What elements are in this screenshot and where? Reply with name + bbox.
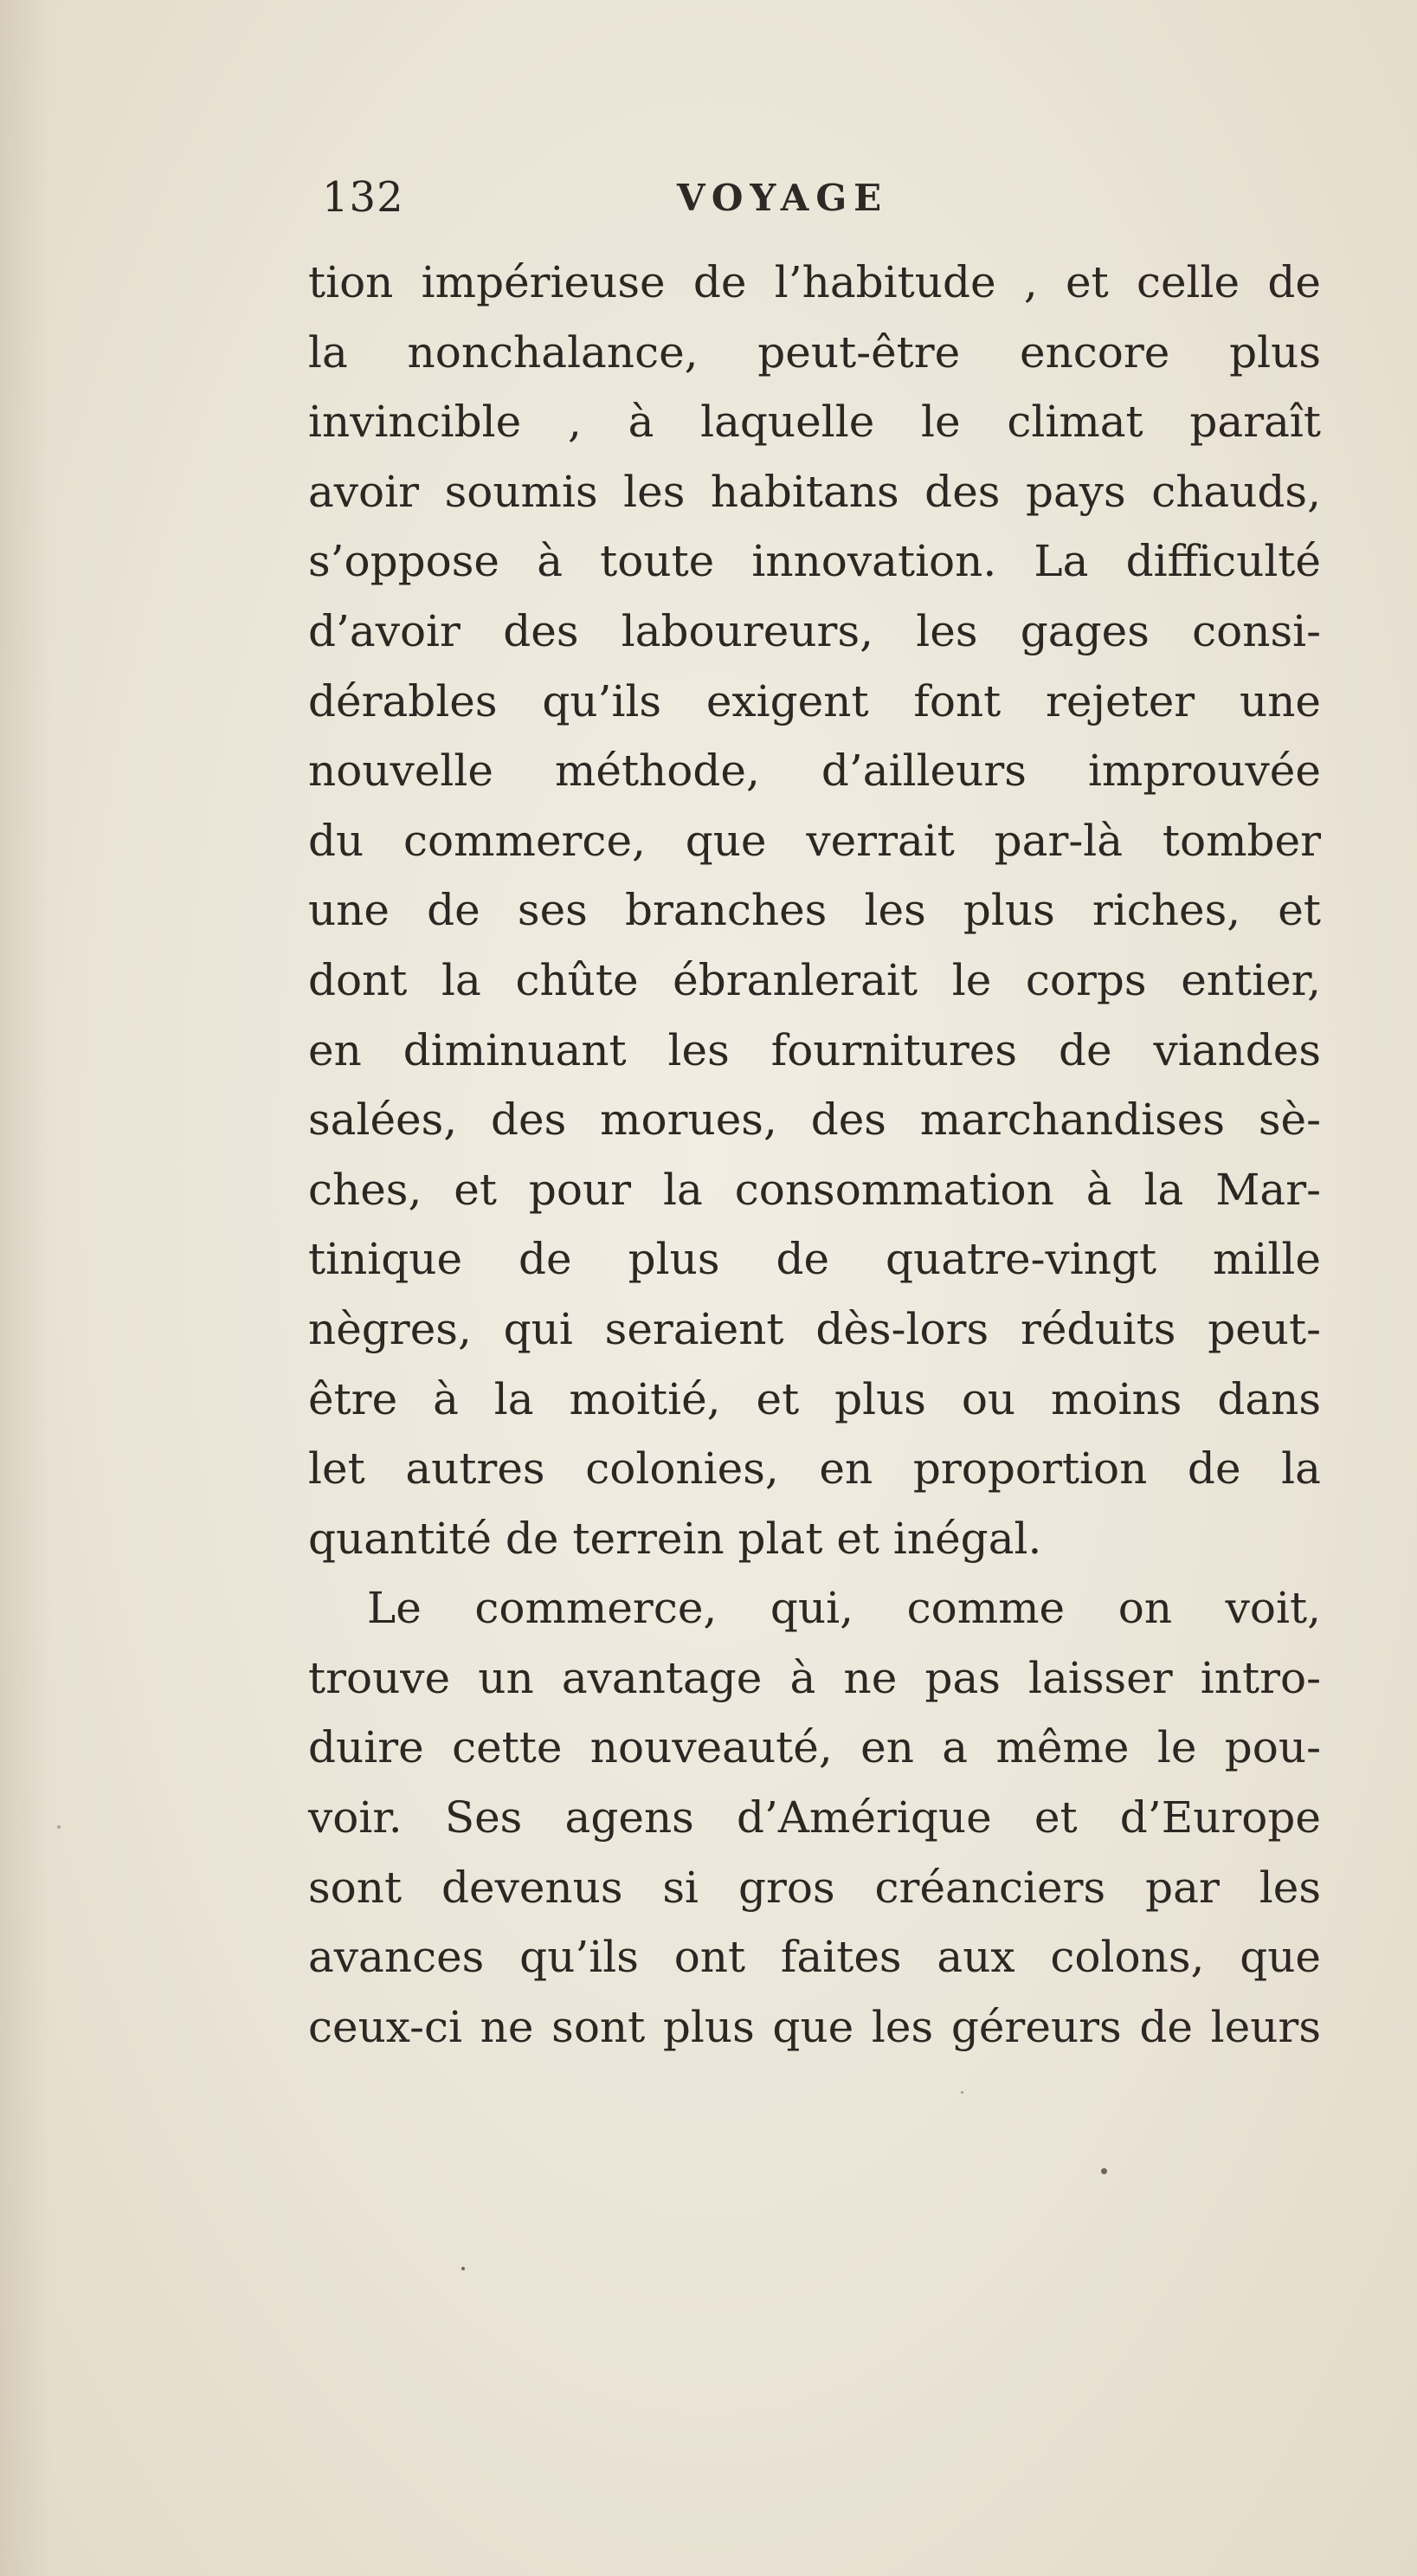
page-edge-shadow xyxy=(0,0,52,2576)
text-line: nouvelle méthode, d’ailleurs improuvée xyxy=(308,746,1321,797)
text-line: avoir soumis les habitans des pays chauds, xyxy=(308,466,1321,517)
text-line: être à la moitié, et plus ou moins dans xyxy=(308,1373,1321,1424)
text-line: dérables qu’ils exigent font rejeter une xyxy=(308,675,1321,726)
text-line: ches, et pour la consommation à la Mar- xyxy=(308,1164,1321,1215)
text-line: d’avoir des laboureurs, les gages consi- xyxy=(308,605,1321,656)
page-number: 132 xyxy=(322,173,404,222)
running-title: VOYAGE xyxy=(677,177,889,219)
text-line: en diminuant les fournitures de viandes xyxy=(308,1024,1321,1075)
paragraph-start-line: Le commerce, qui, comme on voit, xyxy=(367,1583,1321,1634)
text-line: nègres, qui seraient dès-lors réduits peut- xyxy=(308,1303,1321,1354)
text-line: invincible , à laquelle le climat paraît xyxy=(308,397,1321,448)
text-line: trouve un avantage à ne pas laisser intro- xyxy=(308,1652,1321,1703)
paper-speck xyxy=(961,2091,963,2094)
text-line: duire cette nouveauté, en a même le pou- xyxy=(308,1722,1321,1773)
text-line: avances qu’ils ont faites aux colons, que xyxy=(308,1932,1321,1983)
page-header xyxy=(322,173,1326,225)
text-line: voir. Ses agens d’Amérique et d’Europe xyxy=(308,1792,1321,1843)
body-text xyxy=(308,248,1321,2062)
text-line: ceux-ci ne sont plus que les géreurs de leurs xyxy=(308,2001,1321,2052)
paper-speck xyxy=(461,2267,465,2270)
text-line: la nonchalance, peut-être encore plus xyxy=(308,326,1321,378)
paper-speck xyxy=(57,1825,61,1829)
text-line: let autres colonies, en proportion de la xyxy=(308,1443,1321,1495)
text-line: tion impérieuse de l’habitude , et celle de xyxy=(308,257,1321,307)
paper-speck xyxy=(1101,2168,1107,2174)
text-line: une de ses branches les plus riches, et xyxy=(308,885,1321,936)
text-line: s’oppose à toute innovation. La difficulté xyxy=(308,536,1321,587)
text-line: du commerce, que verrait par-là tomber xyxy=(308,815,1321,866)
text-line: sont devenus si gros créanciers par les xyxy=(308,1862,1321,1913)
text-line: salées, des morues, des marchandises sè- xyxy=(308,1094,1321,1146)
paragraph-end-line: quantité de terrein plat et inégal. xyxy=(308,1513,1042,1564)
text-line: dont la chûte ébranlerait le corps entier, xyxy=(308,954,1321,1005)
text-line: tinique de plus de quatre-vingt mille xyxy=(308,1234,1321,1285)
